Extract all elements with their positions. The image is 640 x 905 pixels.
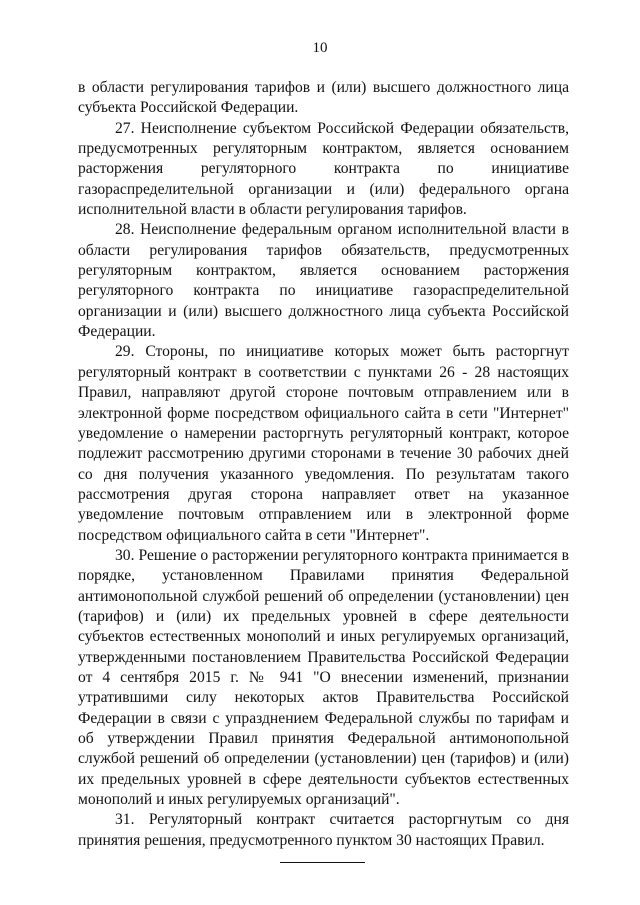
document-body (78, 78, 569, 863)
end-of-text-rule (280, 862, 365, 863)
paragraph-clause-28: 28. Неисполнение федеральным органом исполнительной власти в области регулирования тарифов обязательств, предусмотренных регуляторным контрактом, является основанием расторжения регуляторного контракта по инициативе газораспределительной организации и (или) высшего должностного лица субъекта Российской Федерации. (78, 221, 569, 341)
paragraph-continuation: в области регулирования тарифов и (или) высшего должностного лица субъекта Российской Федерации. (78, 79, 569, 117)
paragraph-clause-31: 31. Регуляторный контракт считается расторгнутым со дня принятия решения, предусмотренного пунктом 30 настоящих Правил. (78, 811, 569, 849)
paragraph-clause-30: 30. Решение о расторжении регуляторного контракта принимается в порядке, установленном Правилами принятия Федеральной антимонопольной службой решений об определении (установлении) цен (тарифов) и (или) их предельных уровней в сфере деятельности субъектов естественных монополий и иных регулируемых организаций, утвержденными постановлением Правительства Российской Федерации от 4 сентября 2015 г. № 941 "О внесении изменений, признании утратившими силу некоторых актов Правительства Российской Федерации в связи с упразднением Федеральной службы по тарифам и об утверждении Правил принятия Федеральной антимонопольной службой решений об определении (установлении) цен (тарифов) и (или) их предельных уровней в сфере деятельности субъектов естественных монополий и иных регулируемых организаций". (78, 546, 569, 809)
paragraph-clause-27: 27. Неисполнение субъектом Российской Федерации обязательств, предусмотренных регуляторным контрактом, является основанием расторжения регуляторного контракта по инициативе газораспределительной организации и (или) федерального органа исполнительной власти в области регулирования тарифов. (78, 119, 569, 219)
page-number: 10 (312, 40, 328, 56)
paragraph-clause-29: 29. Стороны, по инициативе которых может быть расторгнут регуляторный контракт в соответствии с пунктами 26 - 28 настоящих Правил, направляют другой стороне почтовым отправлением или в электронной форме посредством официального сайта в сети "Интернет" уведомление о намерении расторгнуть регуляторный контракт, которое подлежит рассмотрению другими сторонами в течение 30 рабочих дней со дня получения указанного уведомления. По результатам такого рассмотрения другая сторона направляет ответ на указанное уведомление почтовым отправлением или в электронной форме посредством официального сайта в сети "Интернет". (78, 343, 569, 544)
